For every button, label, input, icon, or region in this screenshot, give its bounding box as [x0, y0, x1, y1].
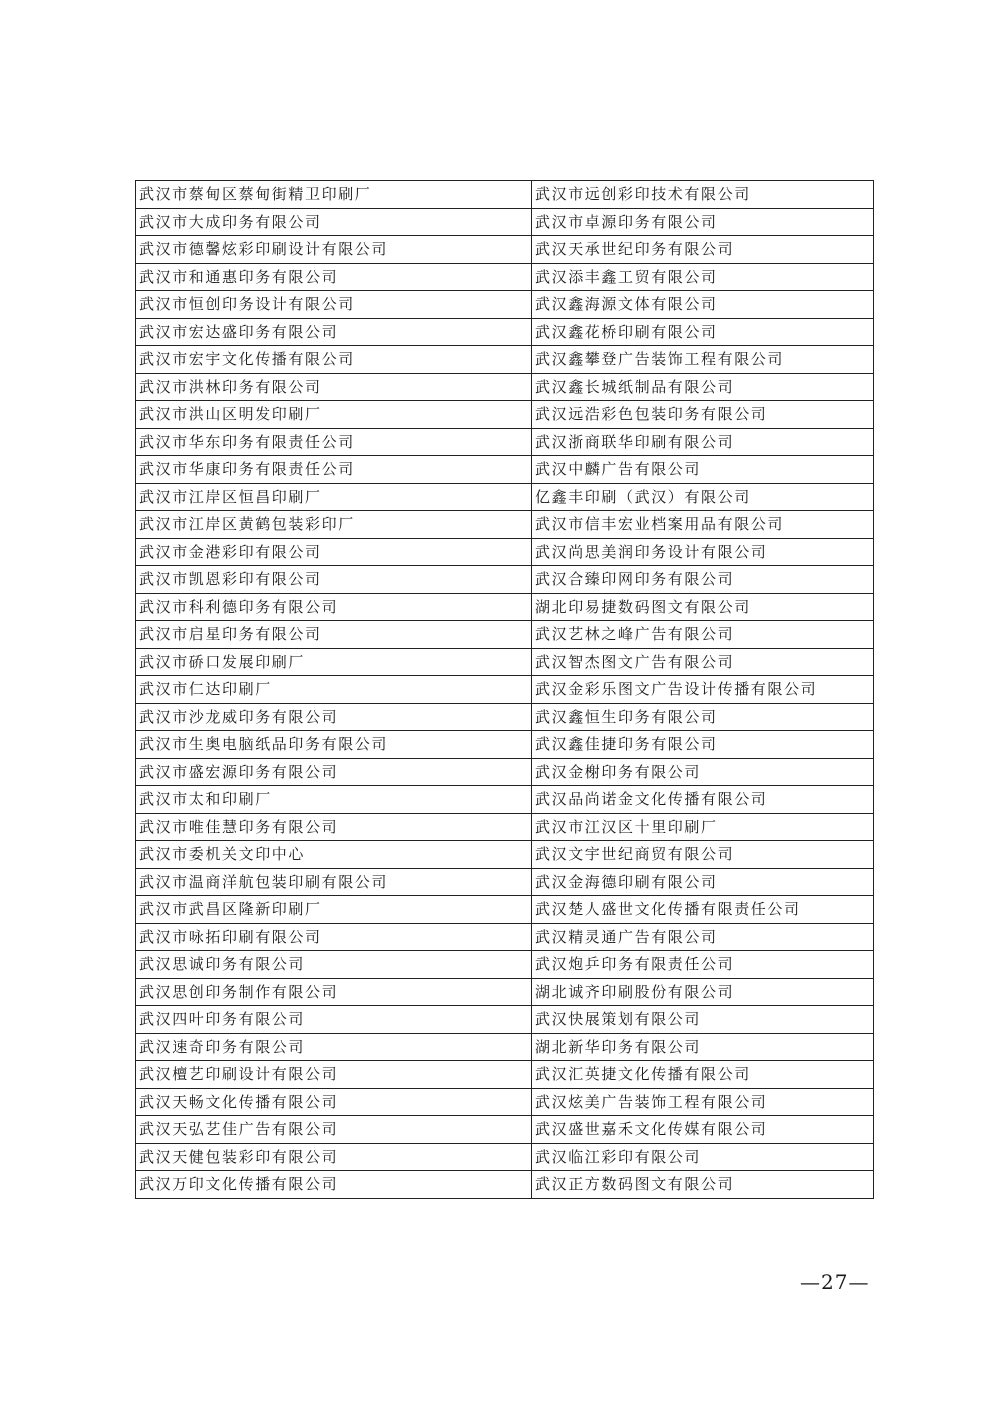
company-name-right: 湖北诚齐印刷股份有限公司 — [532, 978, 874, 1006]
table-row — [136, 731, 874, 759]
table-row — [136, 813, 874, 841]
table-row — [136, 1033, 874, 1061]
table-row — [136, 1061, 874, 1089]
company-name-left: 武汉市江岸区黄鹤包装彩印厂 — [136, 511, 532, 539]
company-name-right: 武汉楚人盛世文化传播有限责任公司 — [532, 896, 874, 924]
company-name-left: 武汉市宏达盛印务有限公司 — [136, 318, 532, 346]
company-name-left: 武汉思创印务制作有限公司 — [136, 978, 532, 1006]
table-row — [136, 951, 874, 979]
company-name-left: 武汉市大成印务有限公司 — [136, 208, 532, 236]
company-name-right: 武汉精灵通广告有限公司 — [532, 923, 874, 951]
table-row — [136, 868, 874, 896]
table-row — [136, 1143, 874, 1171]
table-row — [136, 621, 874, 649]
table-row — [136, 1116, 874, 1144]
company-name-left: 武汉市咏拓印刷有限公司 — [136, 923, 532, 951]
company-name-left: 武汉市和通惠印务有限公司 — [136, 263, 532, 291]
company-name-left: 武汉市洪山区明发印刷厂 — [136, 401, 532, 429]
table-row — [136, 841, 874, 869]
company-name-left: 武汉市仁达印刷厂 — [136, 676, 532, 704]
company-name-left: 武汉市硚口发展印刷厂 — [136, 648, 532, 676]
company-name-right: 武汉浙商联华印刷有限公司 — [532, 428, 874, 456]
table-row — [136, 291, 874, 319]
company-name-left: 武汉市温商洋航包装印刷有限公司 — [136, 868, 532, 896]
table-row — [136, 758, 874, 786]
company-name-left: 武汉市德馨炫彩印刷设计有限公司 — [136, 236, 532, 264]
company-name-right: 武汉临江彩印有限公司 — [532, 1143, 874, 1171]
company-name-right: 武汉汇英捷文化传播有限公司 — [532, 1061, 874, 1089]
company-name-right: 武汉快展策划有限公司 — [532, 1006, 874, 1034]
company-name-right: 武汉艺林之峰广告有限公司 — [532, 621, 874, 649]
table-row — [136, 208, 874, 236]
company-name-left: 武汉檀艺印刷设计有限公司 — [136, 1061, 532, 1089]
table-row — [136, 456, 874, 484]
company-name-left: 武汉天健包装彩印有限公司 — [136, 1143, 532, 1171]
company-name-right: 武汉尚思美润印务设计有限公司 — [532, 538, 874, 566]
table-row — [136, 373, 874, 401]
table-row — [136, 538, 874, 566]
company-name-left: 武汉速奇印务有限公司 — [136, 1033, 532, 1061]
company-name-left: 武汉市宏宇文化传播有限公司 — [136, 346, 532, 374]
table-row — [136, 566, 874, 594]
company-name-left: 武汉市委机关文印中心 — [136, 841, 532, 869]
table-row — [136, 593, 874, 621]
company-name-left: 武汉天畅文化传播有限公司 — [136, 1088, 532, 1116]
company-name-left: 武汉市蔡甸区蔡甸街精卫印刷厂 — [136, 181, 532, 209]
company-name-left: 武汉市凯恩彩印有限公司 — [136, 566, 532, 594]
company-name-left: 武汉市沙龙威印务有限公司 — [136, 703, 532, 731]
table-row — [136, 401, 874, 429]
page-number: —27— — [800, 1270, 870, 1294]
table-row — [136, 428, 874, 456]
company-name-left: 武汉市唯佳慧印务有限公司 — [136, 813, 532, 841]
table-row — [136, 786, 874, 814]
company-name-left: 武汉市盛宏源印务有限公司 — [136, 758, 532, 786]
company-name-right: 武汉市卓源印务有限公司 — [532, 208, 874, 236]
company-name-right: 武汉文宇世纪商贸有限公司 — [532, 841, 874, 869]
company-name-left: 武汉市华东印务有限责任公司 — [136, 428, 532, 456]
company-name-right: 武汉正方数码图文有限公司 — [532, 1171, 874, 1199]
table-row — [136, 236, 874, 264]
company-table — [135, 180, 874, 1199]
company-name-left: 武汉四叶印务有限公司 — [136, 1006, 532, 1034]
company-name-right: 武汉天承世纪印务有限公司 — [532, 236, 874, 264]
table-body — [136, 181, 874, 1199]
company-name-right: 武汉炫美广告装饰工程有限公司 — [532, 1088, 874, 1116]
company-name-right: 武汉鑫长城纸制品有限公司 — [532, 373, 874, 401]
company-name-left: 武汉思诚印务有限公司 — [136, 951, 532, 979]
company-name-left: 武汉市武昌区隆新印刷厂 — [136, 896, 532, 924]
company-name-right: 武汉品尚诺金文化传播有限公司 — [532, 786, 874, 814]
company-name-left: 武汉市江岸区恒昌印刷厂 — [136, 483, 532, 511]
company-name-right: 武汉市江汉区十里印刷厂 — [532, 813, 874, 841]
company-name-right: 武汉添丰鑫工贸有限公司 — [532, 263, 874, 291]
table-row — [136, 511, 874, 539]
company-name-right: 武汉市信丰宏业档案用品有限公司 — [532, 511, 874, 539]
table-row — [136, 263, 874, 291]
company-name-left: 武汉市启星印务有限公司 — [136, 621, 532, 649]
company-name-right: 武汉鑫海源文体有限公司 — [532, 291, 874, 319]
company-name-left: 武汉市金港彩印有限公司 — [136, 538, 532, 566]
table-row — [136, 896, 874, 924]
table-row — [136, 346, 874, 374]
company-name-left: 武汉市华康印务有限责任公司 — [136, 456, 532, 484]
company-name-right: 武汉金彩乐图文广告设计传播有限公司 — [532, 676, 874, 704]
table-row — [136, 676, 874, 704]
company-name-right: 武汉炮乒印务有限责任公司 — [532, 951, 874, 979]
company-name-right: 武汉中麟广告有限公司 — [532, 456, 874, 484]
table-row — [136, 1088, 874, 1116]
company-name-right: 武汉金海德印刷有限公司 — [532, 868, 874, 896]
table-row — [136, 648, 874, 676]
company-name-right: 武汉鑫攀登广告装饰工程有限公司 — [532, 346, 874, 374]
company-name-right: 亿鑫丰印刷（武汉）有限公司 — [532, 483, 874, 511]
table-row — [136, 703, 874, 731]
table-row — [136, 483, 874, 511]
company-name-left: 武汉市洪林印务有限公司 — [136, 373, 532, 401]
company-name-right: 武汉合臻印网印务有限公司 — [532, 566, 874, 594]
company-name-right: 武汉鑫花桥印刷有限公司 — [532, 318, 874, 346]
company-name-left: 武汉市科利德印务有限公司 — [136, 593, 532, 621]
company-name-right: 武汉金榭印务有限公司 — [532, 758, 874, 786]
table-row — [136, 923, 874, 951]
table-row — [136, 1006, 874, 1034]
company-name-right: 武汉鑫佳捷印务有限公司 — [532, 731, 874, 759]
company-name-left: 武汉市太和印刷厂 — [136, 786, 532, 814]
table-row — [136, 978, 874, 1006]
company-name-right: 武汉鑫恒生印务有限公司 — [532, 703, 874, 731]
company-name-left: 武汉市恒创印务设计有限公司 — [136, 291, 532, 319]
company-name-right: 武汉智杰图文广告有限公司 — [532, 648, 874, 676]
company-name-right: 武汉远浩彩色包装印务有限公司 — [532, 401, 874, 429]
company-name-left: 武汉天弘艺佳广告有限公司 — [136, 1116, 532, 1144]
company-name-right: 武汉盛世嘉禾文化传媒有限公司 — [532, 1116, 874, 1144]
table-row — [136, 181, 874, 209]
company-name-left: 武汉市生奥电脑纸品印务有限公司 — [136, 731, 532, 759]
table-row — [136, 1171, 874, 1199]
company-name-left: 武汉万印文化传播有限公司 — [136, 1171, 532, 1199]
company-name-right: 湖北新华印务有限公司 — [532, 1033, 874, 1061]
company-name-right: 武汉市远创彩印技术有限公司 — [532, 181, 874, 209]
table-row — [136, 318, 874, 346]
company-name-right: 湖北印易捷数码图文有限公司 — [532, 593, 874, 621]
